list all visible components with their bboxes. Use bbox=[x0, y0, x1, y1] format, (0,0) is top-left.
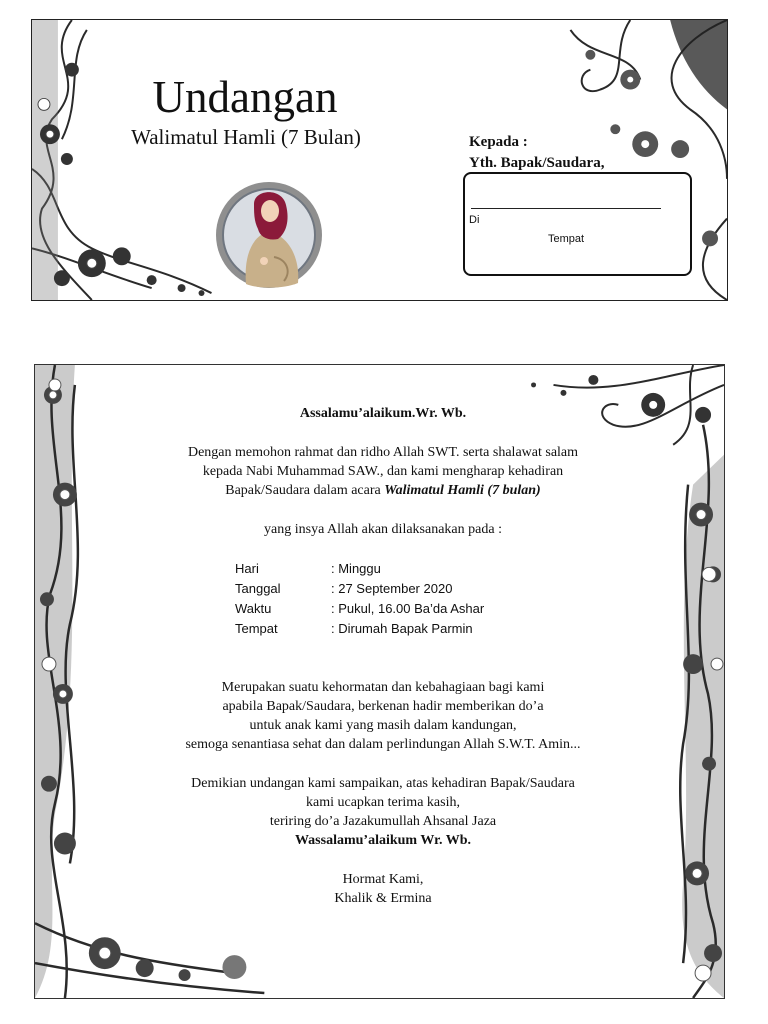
detail-label-waktu: Waktu bbox=[235, 601, 272, 616]
detail-label-tempat: Tempat bbox=[235, 621, 278, 636]
paragraph3-line-3: teriring do’a Jazakumullah Ahsanal Jaza bbox=[269, 814, 497, 829]
detail-value-waktu: : Pukul, 16.00 Ba’da Ashar bbox=[331, 601, 485, 616]
greeting: Assalamu’alaikum.Wr. Wb. bbox=[299, 406, 467, 421]
invitation-title: Undangan bbox=[152, 72, 338, 122]
recipient-salutation: Yth. Bapak/Saudara, bbox=[469, 155, 605, 171]
paragraph2-line-2: apabila Bapak/Saudara, berkenan hadir memberikan do’a bbox=[222, 699, 544, 714]
address-tempat-label: Tempat bbox=[548, 233, 585, 245]
pregnant-woman-illustration-icon bbox=[214, 179, 324, 291]
paragraph3-line-2: kami ucapkan terima kasih, bbox=[306, 795, 460, 810]
signoff: Hormat Kami, bbox=[342, 872, 424, 887]
detail-value-tanggal: : 27 September 2020 bbox=[331, 581, 453, 596]
detail-label-hari: Hari bbox=[235, 561, 259, 576]
intro-line-3 bbox=[135, 481, 631, 500]
recipient-label: Kepada : bbox=[469, 134, 528, 150]
paragraph2-line-1: Merupakan suatu kehormatan dan kebahagiaan bagi kami bbox=[221, 680, 545, 695]
pre-details-text: yang insya Allah akan dilaksanakan pada : bbox=[264, 522, 502, 537]
cover-card bbox=[31, 19, 728, 301]
closing-salam: Wassalamu’alaikum Wr. Wb. bbox=[294, 833, 472, 848]
intro-line-2: kepada Nabi Muhammad SAW., dan kami mengharap kehadiran bbox=[202, 464, 564, 479]
letter-card bbox=[34, 364, 725, 999]
signature-names: Khalik & Ermina bbox=[334, 891, 432, 906]
detail-value-tempat: : Dirumah Bapak Parmin bbox=[331, 621, 473, 636]
paragraph2-line-3: untuk anak kami yang masih dalam kandungan, bbox=[249, 718, 517, 733]
invitation-subtitle: Walimatul Hamli (7 Bulan) bbox=[131, 125, 361, 149]
address-line bbox=[471, 208, 661, 209]
address-di-label: Di bbox=[469, 214, 480, 226]
detail-value-hari: : Minggu bbox=[331, 561, 381, 576]
address-box bbox=[463, 172, 692, 276]
event-name: Walimatul Hamli (7 bulan) bbox=[384, 483, 541, 498]
intro-line-1: Dengan memohon rahmat dan ridho Allah SWT. serta shalawat salam bbox=[187, 445, 579, 460]
detail-label-tanggal: Tanggal bbox=[235, 581, 281, 596]
paragraph3-line-1: Demikian undangan kami sampaikan, atas kehadiran Bapak/Saudara bbox=[191, 776, 575, 791]
intro-line-3-prefix: Bapak/Saudara dalam acara bbox=[225, 483, 385, 498]
paragraph2-line-4: semoga senantiasa sehat dan dalam perlindungan Allah S.W.T. Amin... bbox=[185, 737, 581, 752]
